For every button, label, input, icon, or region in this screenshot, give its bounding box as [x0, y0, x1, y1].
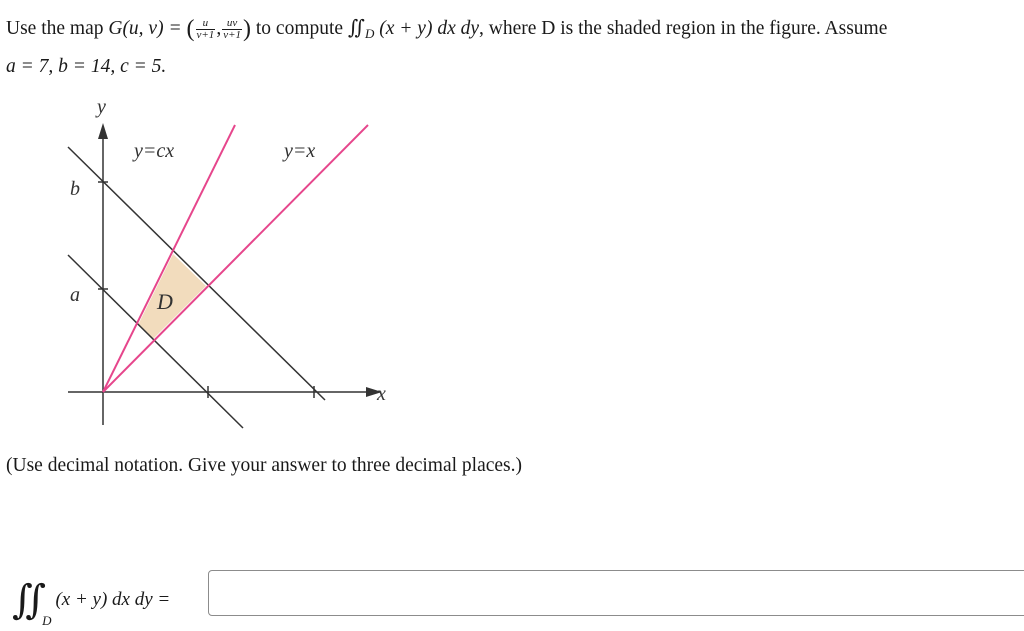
map-name: G(u, v) = [108, 18, 187, 39]
y-axis-arrow [98, 123, 108, 139]
integral-subscript: D [364, 26, 375, 41]
to-compute-text: to compute [251, 18, 348, 39]
fraction-2-numerator: uv [222, 18, 242, 30]
tick-b-label: b [70, 178, 80, 200]
fraction-1 [196, 18, 216, 41]
line-x-plus-y-equals-a [68, 255, 243, 428]
problem-prefix: Use the map [6, 18, 109, 39]
fraction-2-denominator: v+1 [223, 29, 241, 42]
fraction-2 [222, 18, 242, 41]
answer-integral-subscript: D [42, 613, 52, 628]
instructions-text: (Use decimal notation. Give your answer to three decimal places.) [6, 455, 523, 476]
paren-close: ) [243, 16, 251, 43]
y-axis-label: y [97, 96, 106, 118]
tick-a-label: a [70, 284, 80, 306]
paren-open: ( [186, 16, 195, 43]
line-y-equals-x [103, 125, 368, 392]
fraction-1-numerator: u [196, 18, 216, 30]
line-x-plus-y-equals-b [68, 147, 325, 400]
answer-row [12, 568, 1024, 628]
fraction-1-denominator: v+1 [196, 29, 215, 42]
answer-expression: (x + y) dx dy = [55, 589, 171, 610]
region-d-label: D [157, 289, 173, 314]
answer-input[interactable] [208, 570, 1024, 616]
integrand: (x + y) dx dy [379, 18, 480, 39]
parameter-values: a = 7, b = 14, c = 5. [6, 56, 167, 77]
region-text: , where D is the shaded region in the figure. Assume [479, 18, 888, 39]
label-y-equals-x: y=x [284, 140, 316, 162]
line-y-equals-cx [103, 125, 235, 392]
label-y-equals-cx: y=cx [134, 140, 175, 162]
double-integral-symbol: ∬ [347, 17, 365, 39]
region-figure [60, 95, 400, 435]
answer-integral-symbol: ∬ [12, 577, 47, 622]
problem-statement: Use the map G(u, v) = ( $\frac{u}{v+1}$ , $\frac{uv}{v+1}$ ) to compute $∬_D$ (x + y) dx dy, where D is the shaded region in the figure. Assume a = 7, b = 14, c = 5. [6, 16, 888, 77]
x-axis-label: x [377, 383, 386, 405]
answer-label [12, 576, 170, 629]
